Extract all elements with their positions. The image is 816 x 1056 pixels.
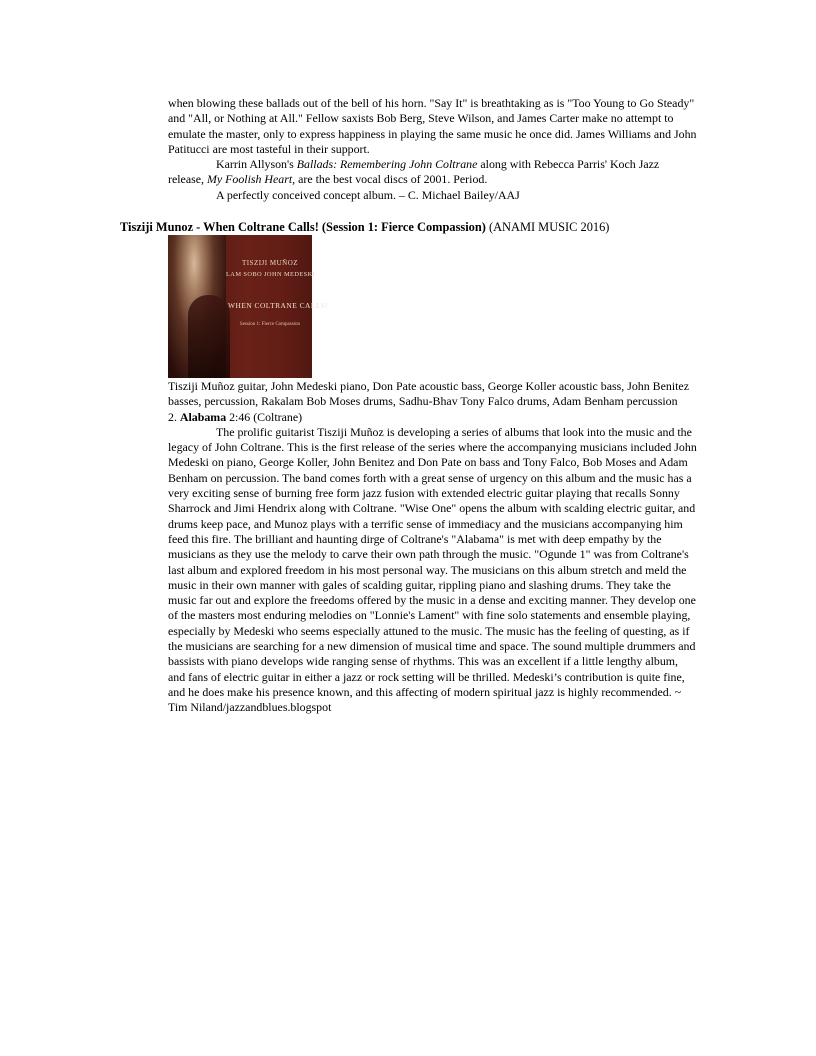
album-title-ballads: Ballads: Remembering John Coltrane <box>296 157 478 172</box>
previous-review-para1: when blowing these ballads out of the bell of his horn. "Say It" is breathtaking as is "Too Young to Go Steady" and "All, or Nothing at All." Fellow saxists Bob Berg, Steve Wilson, and James Carter make no attempt to emulate the master, only to express happiness in playing the same music he once did. James Williams and John Patitucci are most tasteful in their support. <box>168 96 697 156</box>
album-review-body <box>168 379 698 716</box>
album-label: (ANAMI MUSIC 2016) <box>485 220 610 234</box>
album-title-foolish-heart: My Foolish Heart <box>206 172 293 187</box>
track-number: 2. <box>168 409 180 424</box>
track-title: Alabama <box>179 409 227 424</box>
para2-end: , are the best vocal discs of 2001. Period. <box>292 172 488 187</box>
album-title: Tisziji Munoz - When Coltrane Calls! (Session 1: Fierce Compassion) <box>120 220 486 234</box>
previous-review <box>168 96 698 203</box>
personnel: Tisziji Muñoz guitar, John Medeski piano, Don Pate acoustic bass, George Koller acoustic bass, John Benitez basses, percussion, Rakalam Bob Moses drums, Sadhu-Bhav Tony Falco drums, Adam Benham percussion <box>168 379 689 409</box>
album-heading <box>120 219 720 235</box>
track-info: 2:46 (Coltrane) <box>226 409 303 424</box>
album-cover-image <box>168 235 329 378</box>
cover-figure-shadow <box>188 295 230 378</box>
para2-mid: along with Rebecca Parris' Koch Jazz release, <box>168 157 660 187</box>
previous-review-para2 <box>168 157 698 188</box>
previous-review-signoff: A perfectly conceived concept album. – C. Michael Bailey/AAJ <box>216 187 520 202</box>
cover-text-session: Session 1: Fierce Compassion <box>239 322 301 327</box>
para2-start: Karrin Allyson's <box>216 157 297 172</box>
cover-text-title: WHEN COLTRANE CALLS! <box>228 301 329 310</box>
cover-text-collaborators: LAM SOBO JOHN MEDESKI <box>226 271 316 278</box>
review-text: The prolific guitarist Tisziji Muñoz is developing a series of albums that look into the music and the legacy of John Coltrane. This is the first release of the series where the accompanying musicians included John Medeski on piano, George Koller, John Benitez and Don Pate on bass and Tony Falco, Bob Moses and Adam Benham on percussion. The band comes forth with a great sense of urgency on this album and the music has a very exciting sense of burning free form jazz fusion with extended electric guitar playing that recalls Sonny Sharrock and Jimi Hendrix along with Coltrane. "Wise One" opens the album with scalding electric guitar, and drums keep pace, and Munoz plays with a terrific sense of immediacy and the musicians accompanying him feed this fire. The brilliant and haunting dirge of Coltrane's "Alabama" is met with deep empathy by the musicians as they use the melody to carve their own path through the music. "Ogunde 1" was from Coltrane's last album and explored freedom in his most personal way. The musicians on this album stretch and meld the music in their own manner with gales of scalding guitar, rippling piano and slashing drums. They take the music far out and explore the freedoms offered by the music in a dense and exciting manner. They develop one of the masters most enduring melodies on "Lonnie's Lament" with fine solo statements and ensemble playing, especially by Medeski who seems especially attuned to the music. The music has the feeling of questing, as if the musicians are searching for a new dimension of musical time and space. The sound multiple drummers and bassists with piano develops wide ranging sense of rhythms. This was an excellent if a little lengthy album, and fans of electric guitar in either a jazz or rock setting will be thrilled. Medeski’s contribution is quite fine, and he does make his presence known, and this affecting of modern spiritual jazz is highly recommended. ~ Tim Niland/jazzandblues.blogspot <box>168 424 697 715</box>
featured-track <box>168 410 698 425</box>
cover-text-artist: TISZIJI MUÑOZ <box>241 259 299 267</box>
